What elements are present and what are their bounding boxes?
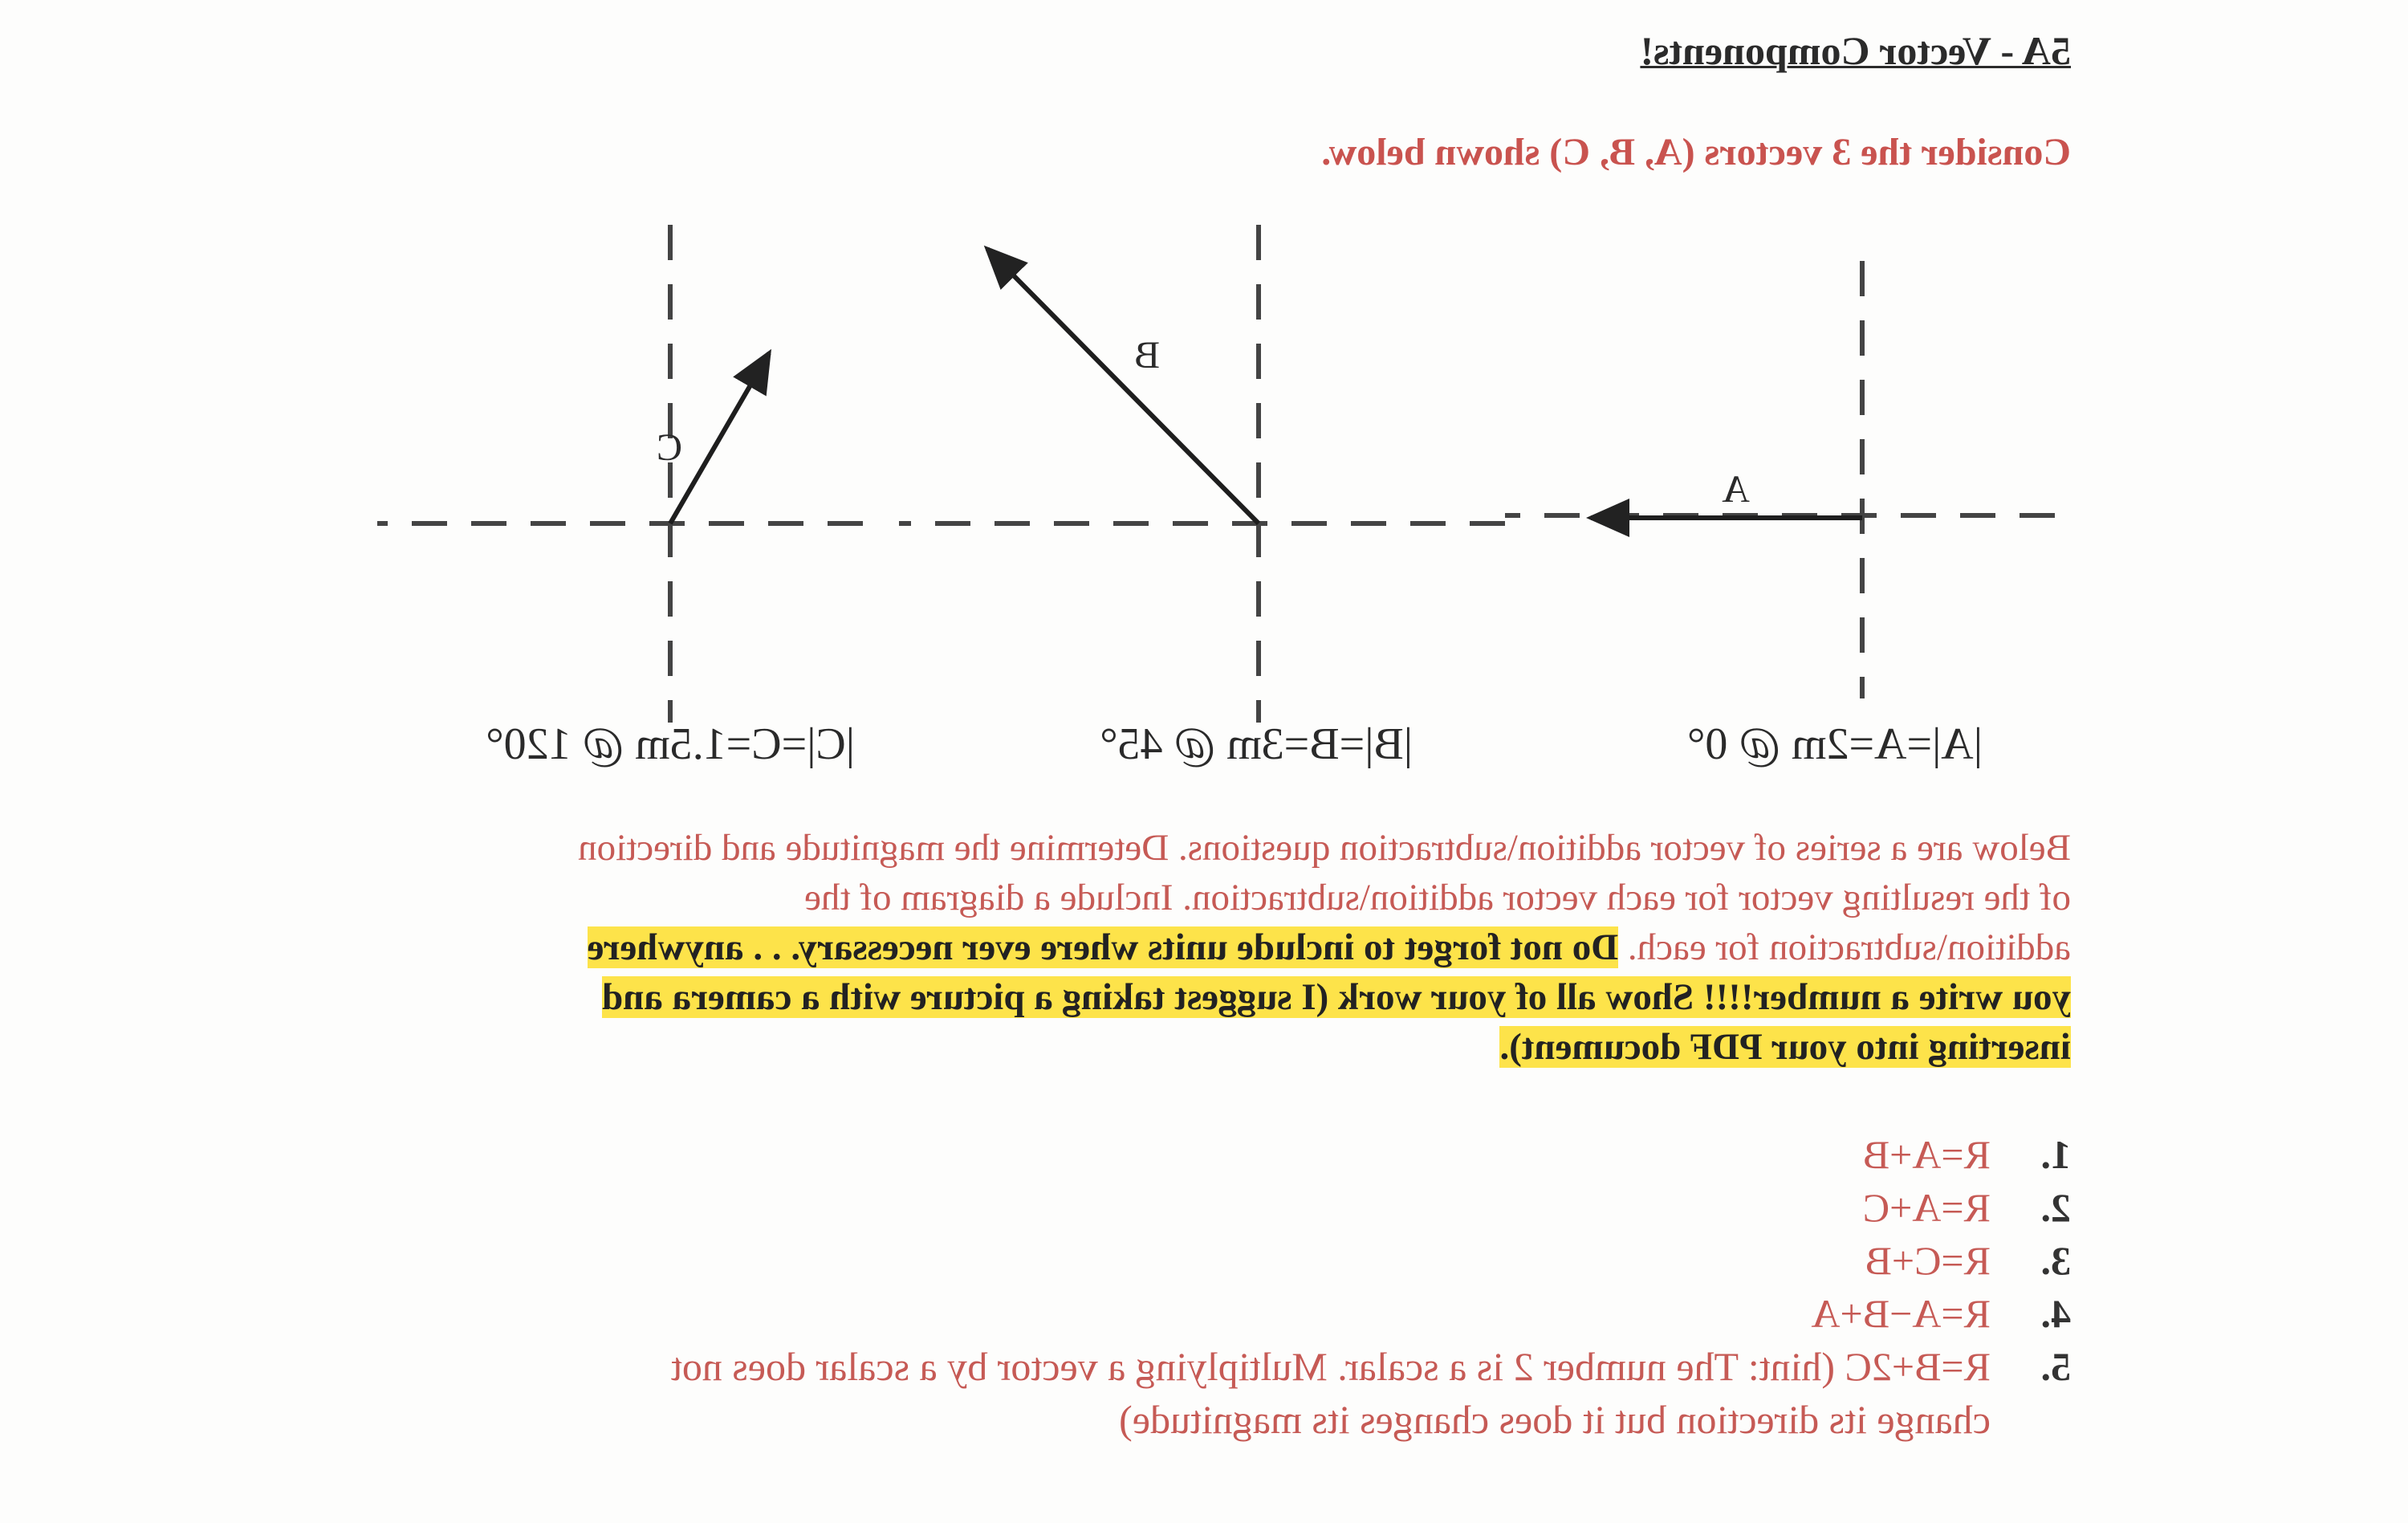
question-item <box>671 1128 2071 1181</box>
vector-c-magnitude: |C|=C=1.5m @ 120° <box>486 719 855 769</box>
vector-a-label: A <box>1722 468 1750 511</box>
vector-c-arrow <box>670 353 769 523</box>
vector-a-magnitude: |A|=A=2m @ 0° <box>1687 719 1983 769</box>
instructions-line-3 <box>345 922 2071 972</box>
highlighted-pdf-note: inserting into your PDF document). <box>1499 1026 2071 1068</box>
intro-text: Consider the 3 vectors (A, B, C) shown below. <box>1321 131 2071 173</box>
vector-b-label: B <box>1133 334 1160 377</box>
instructions-line-3-text: addition\subtraction for each. <box>1618 926 2071 968</box>
question-text: R=B+2C (hint: The number 2 is a scalar. Multiplying a vector by a scalar does not <box>670 1344 1991 1389</box>
question-number: 5. <box>2040 1344 2071 1389</box>
question-item <box>671 1181 2071 1234</box>
instructions-paragraph <box>345 823 2071 1072</box>
page-title: 5A - Vector Components! <box>1640 28 2071 73</box>
question-item <box>671 1287 2071 1340</box>
question-continuation: change its direction but it does changes its magnitude) <box>1119 1397 1991 1442</box>
question-text: R=A+B <box>1862 1132 1991 1177</box>
question-item <box>671 1234 2071 1287</box>
question-number: 1. <box>2040 1132 2071 1177</box>
question-text: R=A+C <box>1862 1185 1991 1230</box>
question-number: 3. <box>2040 1238 2071 1283</box>
question-text: R=C+B <box>1865 1238 1991 1283</box>
question-number: 2. <box>2040 1185 2071 1230</box>
question-number: 4. <box>2040 1291 2071 1336</box>
instructions-line-2: of the resulting vector for each vector addition\subtraction. Include a diagram of the <box>804 877 2071 918</box>
vector-b-arrow <box>987 249 1259 523</box>
vector-c-label: C <box>656 426 682 469</box>
question-text: R=A−B+A <box>1811 1291 1991 1336</box>
instructions-line-1: Below are a series of vector addition\subtraction questions. Determine the magnitude and direction <box>578 827 2071 869</box>
instructions-line-5 <box>345 1022 2071 1072</box>
vector-b-magnitude: |B|=B=3m @ 45° <box>1100 719 1413 769</box>
highlighted-photo-suggestion: (I suggest taking a picture with a camera and <box>602 976 1329 1018</box>
highlighted-show-work: you write a number!!!! Show all of your work <box>1328 976 2071 1018</box>
question-list <box>671 1128 2071 1446</box>
question-item <box>671 1340 2071 1393</box>
highlighted-units-reminder: Do not forget to include units where ever necessary. . . anywhere <box>587 926 1619 968</box>
instructions-line-4 <box>345 972 2071 1022</box>
